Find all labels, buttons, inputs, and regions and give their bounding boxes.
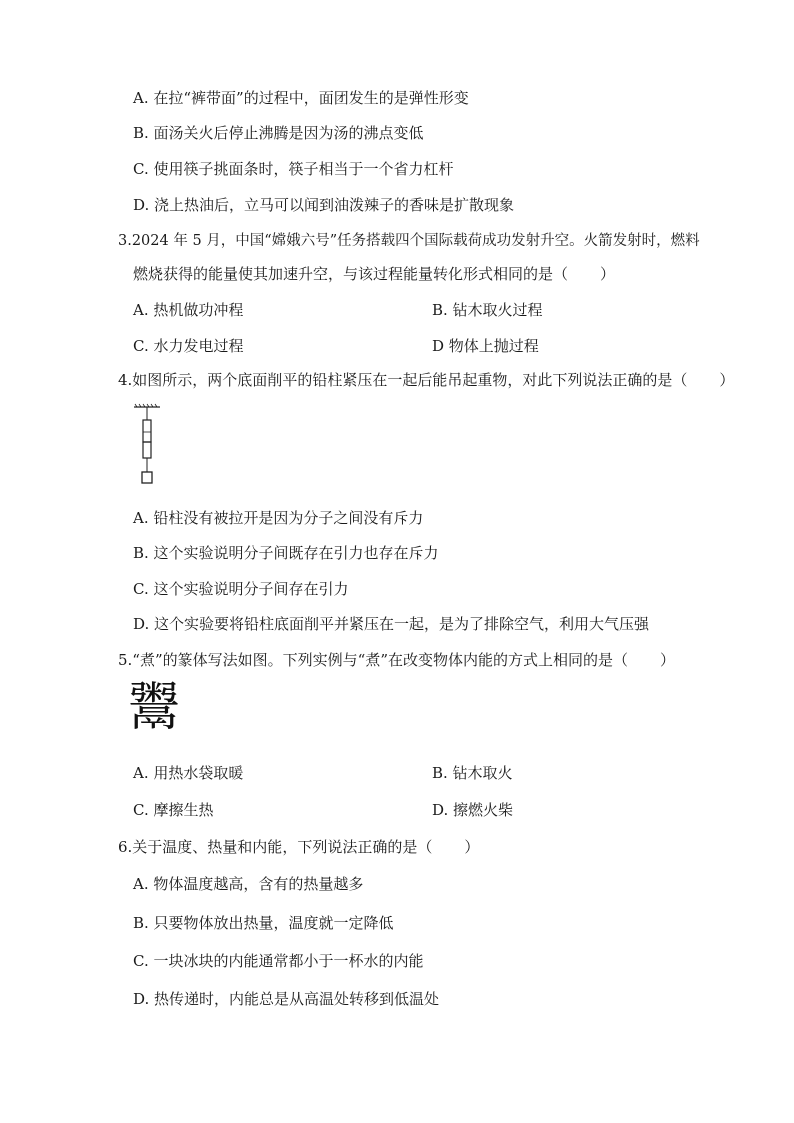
q5-option-a: A. 用热水袋取暖: [133, 764, 244, 782]
q6-option-c: C. 一块冰块的内能通常都小于一杯水的内能: [133, 952, 424, 970]
upper-lead-cylinder: [143, 420, 151, 442]
q5-option-c: C. 摩擦生热: [133, 801, 214, 819]
q3-option-c: C. 水力发电过程: [133, 337, 244, 355]
q5-stem-text: 5.“煮”的篆体写法如图。下列实例与“煮”在改变物体内能的方式上相同的是（: [118, 651, 628, 669]
q6-option-a: A. 物体温度越高，含有的热量越多: [133, 875, 364, 893]
q5-option-b: B. 钻木取火: [432, 764, 513, 782]
q2-option-a: A. 在拉“裤带面”的过程中，面团发生的是弹性形变: [133, 89, 469, 107]
ceiling-hook-icon: [134, 404, 160, 420]
q4-option-d: D. 这个实验要将铅柱底面削平并紧压在一起，是为了排除空气，利用大气压强: [133, 615, 650, 633]
q6-stem: [118, 837, 479, 857]
seal-script-character: 鬻: [128, 678, 181, 738]
q3-stem-line1: 3.2024 年 5 月，中国“嫦娥六号”任务搭载四个国际载荷成功发射升空。火箭发射时，燃料: [118, 233, 700, 249]
q4-paren-close: ）: [719, 371, 735, 389]
q5-paren-close: ）: [660, 651, 676, 669]
q4-option-c: C. 这个实验说明分子间存在引力: [133, 580, 349, 598]
lower-lead-cylinder: [143, 442, 151, 458]
q2-option-c: C. 使用筷子挑面条时，筷子相当于一个省力杠杆: [133, 160, 454, 178]
q6-option-b: B. 只要物体放出热量，温度就一定降低: [133, 914, 394, 932]
q2-option-b: B. 面汤关火后停止沸腾是因为汤的沸点变低: [133, 124, 424, 142]
q2-option-d: D. 浇上热油后，立马可以闻到油泼辣子的香味是扩散现象: [133, 196, 515, 214]
q4-option-b: B. 这个实验说明分子间既存在引力也存在斥力: [133, 544, 439, 562]
q3-stem-text: 燃烧获得的能量使其加速升空，与该过程能量转化形式相同的是（: [133, 265, 569, 283]
q5-stem: [118, 650, 675, 670]
q3-stem-line2: [133, 264, 615, 284]
q4-stem: [118, 370, 734, 390]
hanging-weight: [142, 472, 152, 483]
q3-option-b: B. 钻木取火过程: [432, 301, 543, 319]
q3-option-a: A. 热机做功冲程: [133, 301, 244, 319]
q6-paren-close: ）: [464, 838, 480, 856]
q6-option-d: D. 热传递时，内能总是从高温处转移到低温处: [133, 990, 440, 1008]
q4-stem-text: 4.如图所示，两个底面削平的铅柱紧压在一起后能吊起重物，对此下列说法正确的是（: [118, 371, 688, 389]
q5-option-d: D. 擦燃火柴: [432, 801, 514, 819]
q4-option-a: A. 铅柱没有被拉开是因为分子之间没有斥力: [133, 509, 424, 527]
q3-option-d: D 物体上抛过程: [432, 337, 539, 355]
q3-paren-close: ）: [600, 265, 616, 283]
lead-cylinder-figure: [130, 402, 170, 492]
q6-stem-text: 6.关于温度、热量和内能，下列说法正确的是（: [118, 838, 433, 856]
